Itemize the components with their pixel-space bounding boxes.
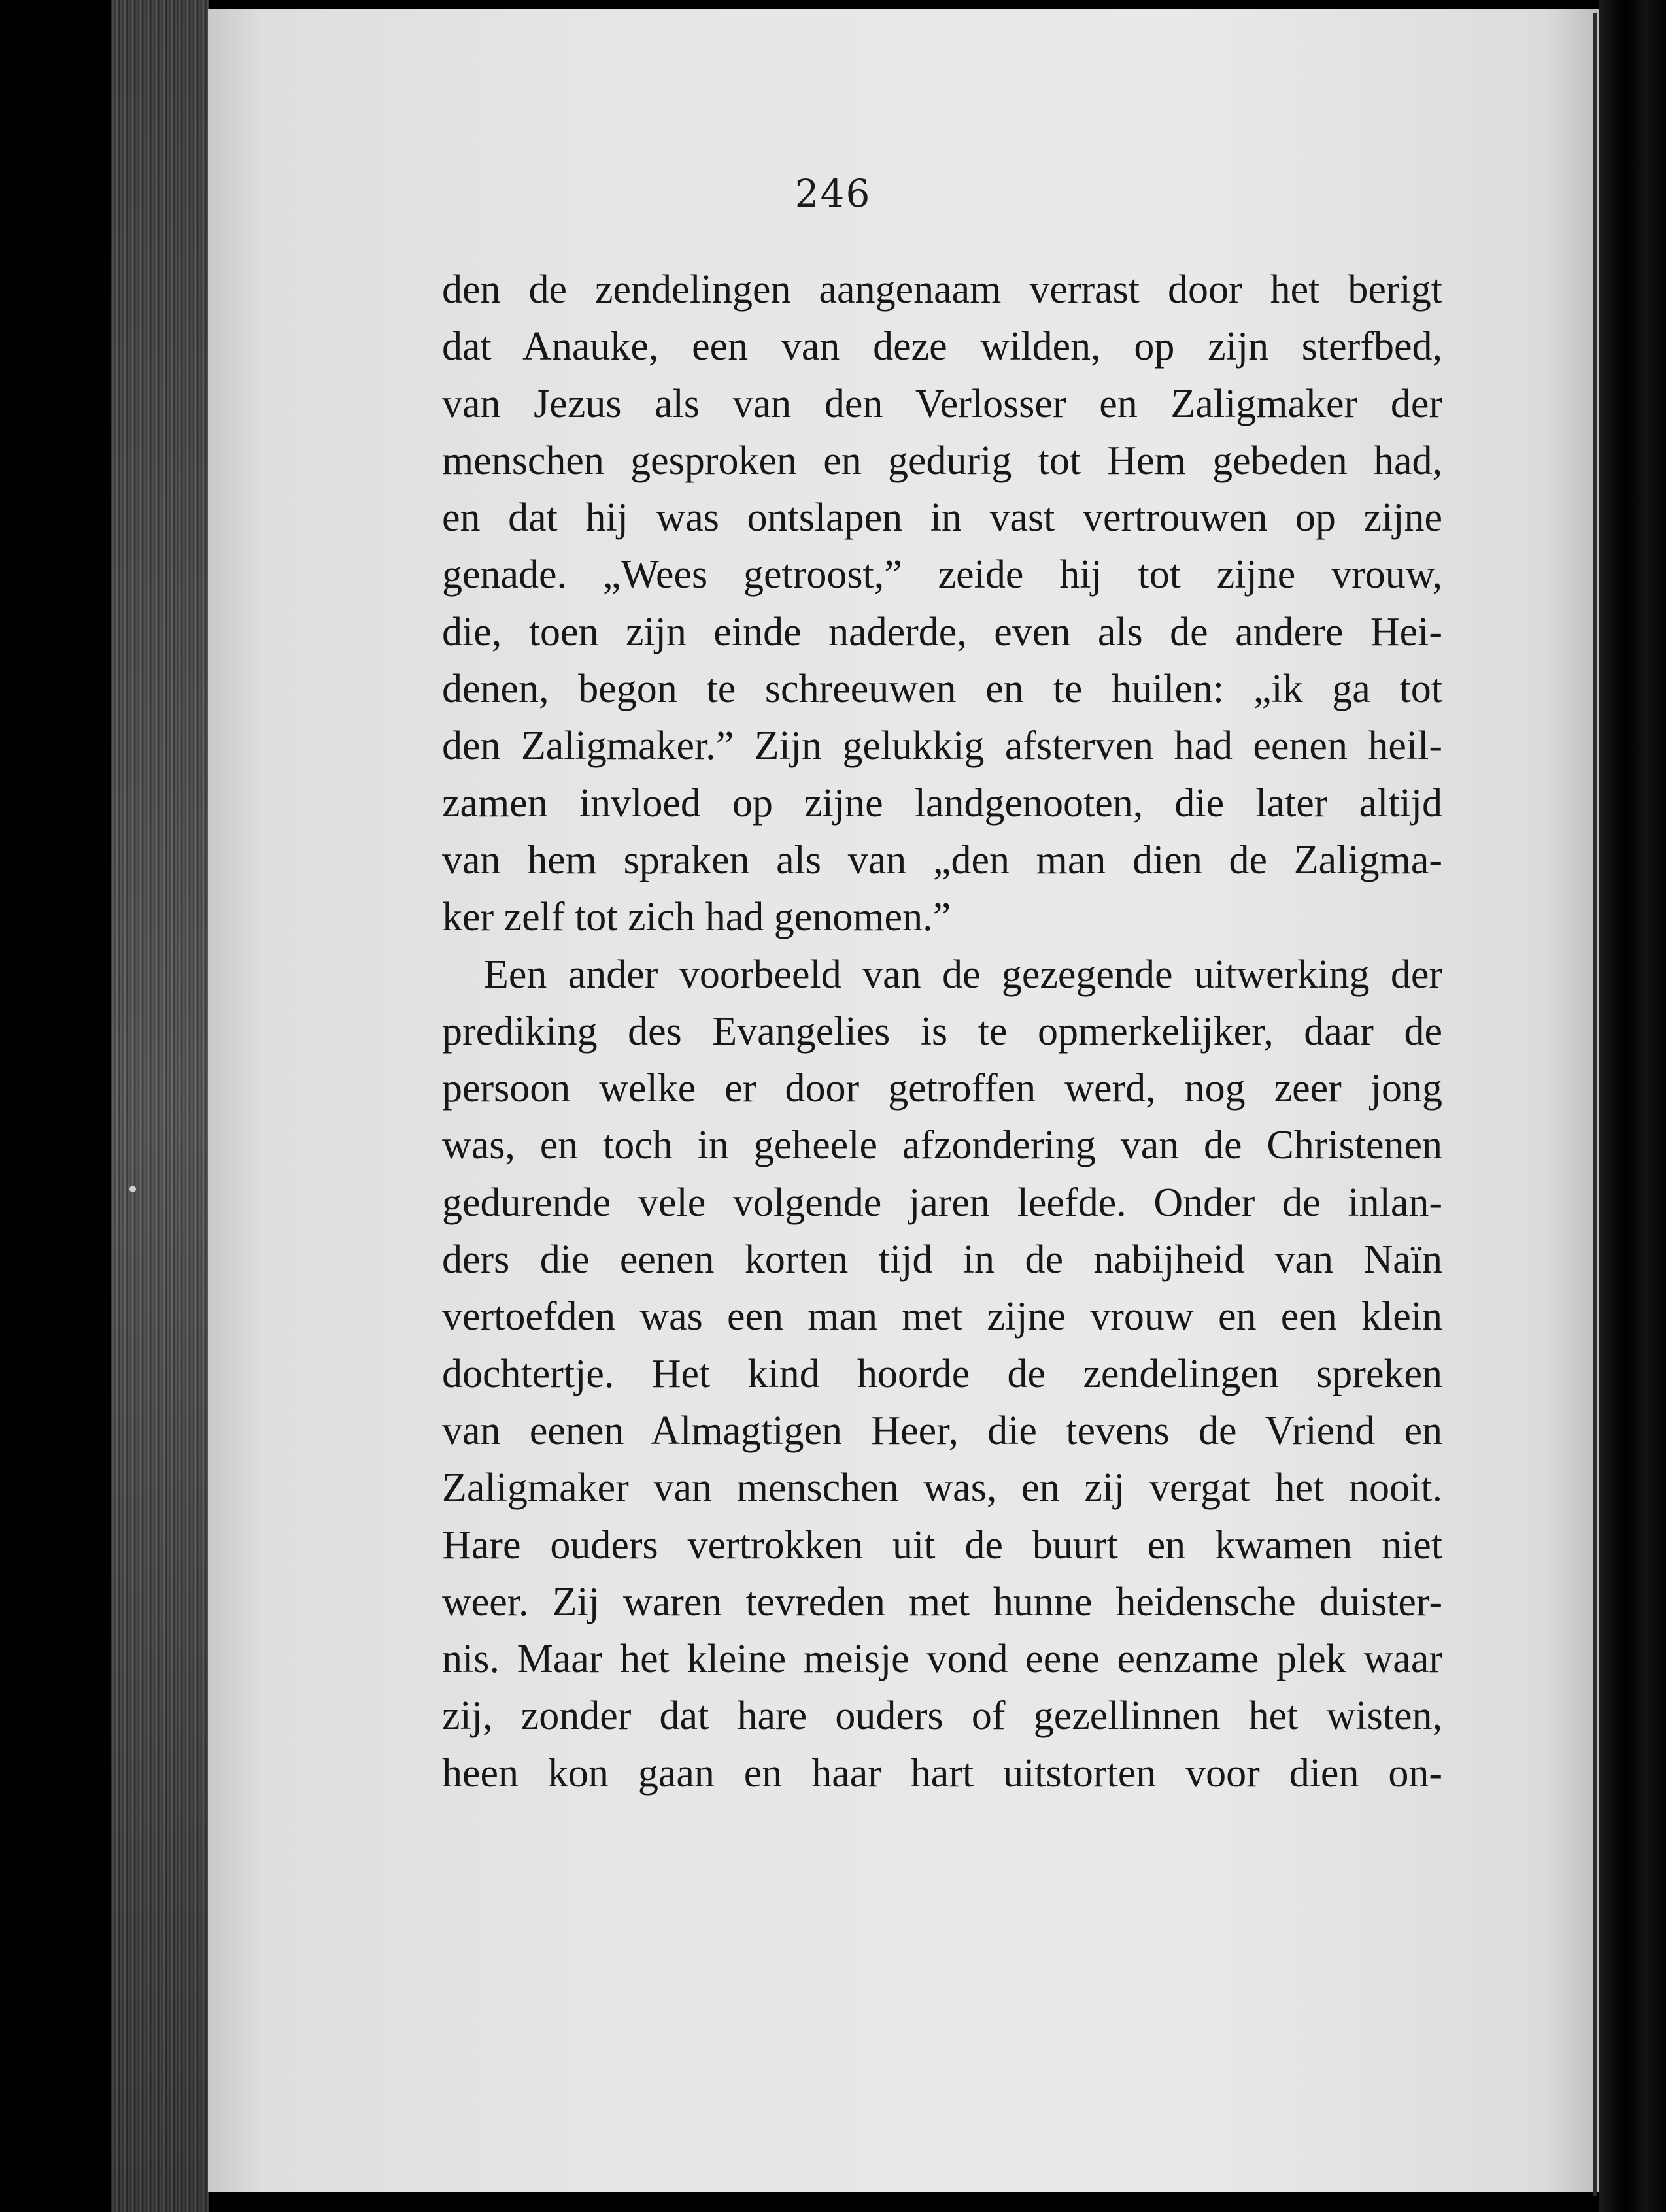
text-line: prediking des Evangelies is te opmerkelijker, daar de — [442, 1009, 1442, 1054]
text-line: vertoefden was een man met zijne vrouw en een klein — [442, 1294, 1442, 1339]
page-right-edge — [1593, 13, 1597, 2196]
text-line: genade. „Wees getroost,” zeide hij tot zijne vrouw, — [442, 552, 1442, 597]
paper-speck — [129, 1186, 136, 1192]
text-line: van eenen Almagtigen Heer, die tevens de Vriend en — [442, 1408, 1442, 1453]
text-line: den de zendelingen aangenaam verrast door het berigt — [442, 267, 1442, 312]
text-line: persoon welke er door getroffen werd, nog zeer jong — [442, 1066, 1442, 1111]
text-line: en dat hij was ontslapen in vast vertrouwen op zijne — [442, 495, 1442, 541]
text-line: ker zelf tot zich had genomen.” — [442, 895, 951, 940]
page-number: 246 — [794, 171, 872, 216]
text-line: zij, zonder dat hare ouders of gezellinnen het wisten, — [442, 1694, 1442, 1739]
text-line: die, toen zijn einde naderde, even als de andere Hei- — [442, 609, 1442, 654]
text-line: zamen invloed op zijne landgenooten, die later altijd — [442, 780, 1442, 826]
text-line: denen, begon te schreeuwen en te huilen: „ik ga tot — [442, 667, 1442, 712]
text-line: dat Anauke, een van deze wilden, op zijn sterfbed, — [442, 324, 1442, 369]
text-line: nis. Maar het kleine meisje vond eene eenzame plek waar — [442, 1637, 1442, 1682]
text-line: ders die eenen korten tijd in de nabijheid van Naïn — [442, 1237, 1442, 1282]
book-page-edges — [111, 0, 209, 2212]
book-gutter — [1599, 0, 1666, 2212]
text-line: dochtertje. Het kind hoorde de zendelingen spreken — [442, 1351, 1442, 1396]
text-line: weer. Zij waren tevreden met hunne heidensche duister- — [442, 1579, 1442, 1624]
text-line: den Zaligmaker.” Zijn gelukkig afsterven had eenen heil- — [442, 724, 1442, 769]
text-line: gedurende vele volgende jaren leefde. Onder de inlan- — [442, 1180, 1442, 1225]
text-line: Hare ouders vertrokken uit de buurt en kwamen niet — [442, 1522, 1442, 1567]
text-line: was, en toch in geheele afzondering van de Christenen — [442, 1123, 1442, 1168]
text-line: van hem spraken als van „den man dien de Zaligma- — [442, 837, 1442, 882]
text-line: menschen gesproken en gedurig tot Hem gebeden had, — [442, 438, 1442, 483]
text-line: van Jezus als van den Verlosser en Zaligmaker der — [442, 381, 1442, 426]
body-text — [442, 261, 1442, 1802]
text-line: heen kon gaan en haar hart uitstorten voor dien on- — [442, 1751, 1442, 1796]
text-line: Een ander voorbeeld van de gezegende uitwerking der — [484, 952, 1442, 997]
text-line: Zaligmaker van menschen was, en zij vergat het nooit. — [442, 1466, 1442, 1511]
